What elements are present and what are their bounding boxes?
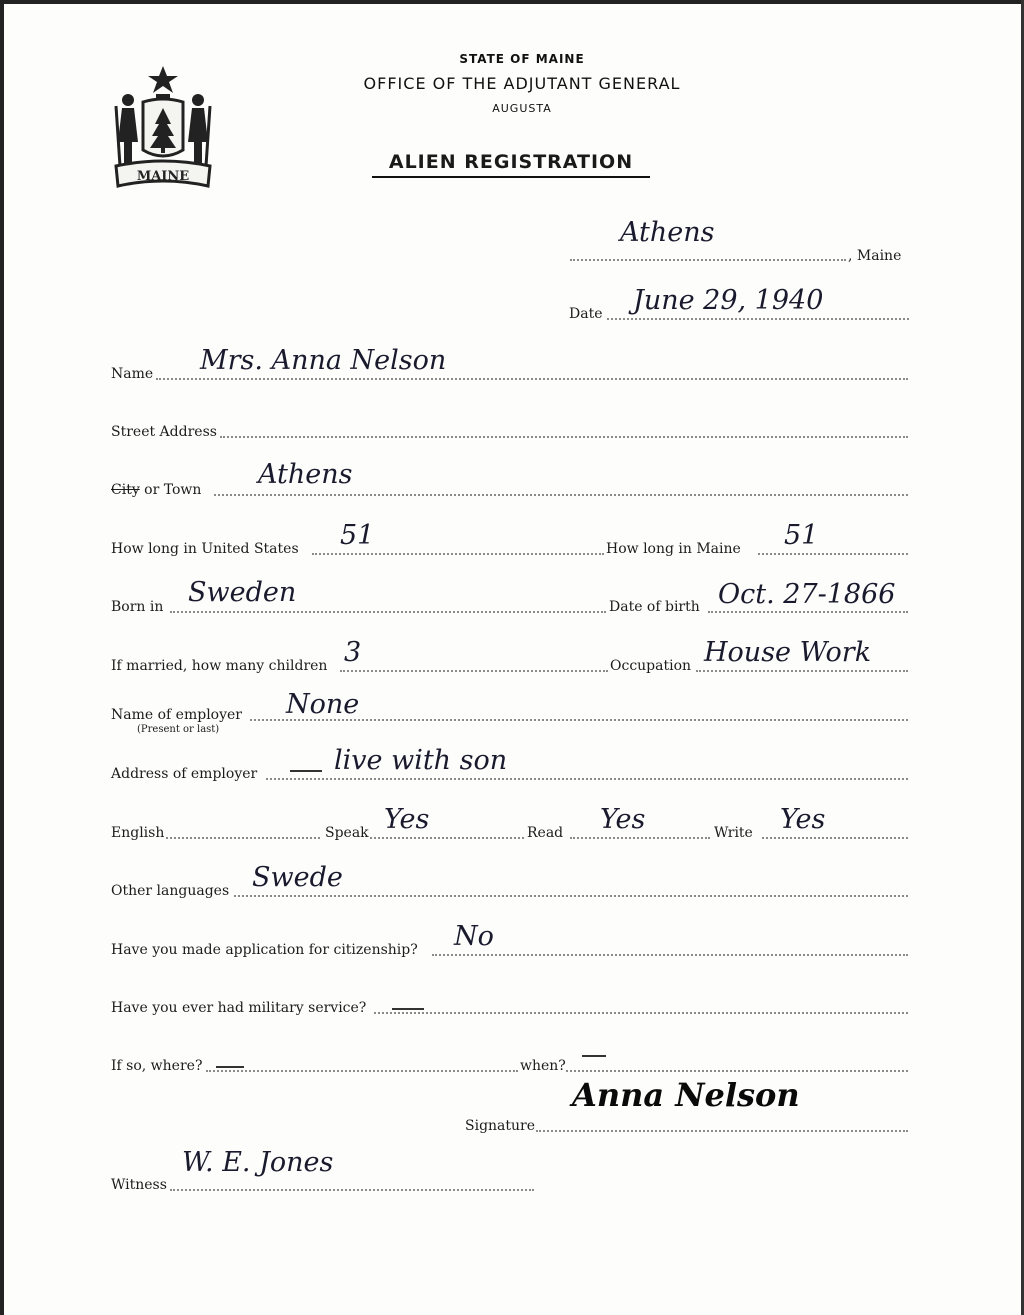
how-long-us-value: 51 (340, 520, 375, 551)
city-or-town-label (111, 482, 201, 498)
citizenship-label: Have you made application for citizenship? (111, 942, 418, 958)
english-field-line (166, 837, 320, 839)
speak-label: Speak (325, 825, 369, 841)
header-city: AUGUSTA (492, 102, 552, 115)
speak-field-line (370, 837, 524, 839)
street-address-field-line (220, 436, 908, 438)
seal-ribbon-text: MAINE (136, 169, 190, 184)
speak-value: Yes (384, 804, 430, 835)
witness-value: W. E. Jones (182, 1147, 334, 1178)
born-in-value: Sweden (188, 577, 297, 608)
other-languages-label: Other languages (111, 883, 230, 899)
write-field-line (762, 837, 908, 839)
born-in-field-line (170, 611, 606, 613)
occupation-value: House Work (704, 637, 872, 668)
english-label: English (111, 825, 165, 841)
name-value: Mrs. Anna Nelson (200, 345, 447, 376)
born-in-label: Born in (111, 599, 164, 615)
date-label: Date (569, 306, 603, 322)
name-label: Name (111, 366, 154, 382)
signature-field-line (536, 1130, 908, 1132)
how-long-maine-label: How long in Maine (606, 541, 741, 557)
write-value: Yes (780, 804, 826, 835)
witness-field-line (170, 1189, 534, 1191)
other-languages-value: Swede (252, 862, 343, 893)
read-value: Yes (600, 804, 646, 835)
town-value: Athens (620, 217, 715, 248)
write-label: Write (714, 825, 753, 841)
employer-name-value: None (286, 689, 360, 720)
street-address-label: Street Address (111, 424, 217, 440)
when-field-line (566, 1070, 908, 1072)
employer-address-dash (290, 770, 322, 772)
signature-value: Anna Nelson (572, 1076, 800, 1114)
scan-edge-left (0, 0, 4, 1315)
date-of-birth-field-line (708, 611, 908, 613)
citizenship-field-line (432, 954, 908, 956)
town-suffix: , Maine (848, 248, 902, 264)
witness-label: Witness (111, 1177, 167, 1193)
employer-address-label: Address of employer (111, 766, 258, 782)
where-field-line (206, 1070, 518, 1072)
date-field-line (607, 318, 909, 320)
header-state: STATE OF MAINE (459, 52, 585, 66)
employer-address-field-line (266, 778, 908, 780)
signature-label: Signature (465, 1118, 536, 1134)
citizenship-value: No (454, 921, 494, 952)
header-office: OFFICE OF THE ADJUTANT GENERAL (363, 74, 681, 93)
name-field-line (156, 378, 908, 380)
where-dash (216, 1066, 244, 1068)
military-field-line (374, 1012, 908, 1014)
city-struck-text: City (111, 482, 140, 498)
how-long-us-field-line (312, 553, 604, 555)
employer-name-label: Name of employer (111, 707, 242, 723)
when-label: when? (520, 1058, 566, 1074)
children-value: 3 (344, 637, 362, 668)
date-of-birth-label: Date of birth (609, 599, 700, 615)
when-dash (582, 1055, 606, 1057)
town-field-line (570, 259, 846, 261)
date-of-birth-value: Oct. 27-1866 (718, 579, 896, 610)
employer-name-sublabel: (Present or last) (137, 724, 220, 735)
employer-address-value: live with son (334, 745, 508, 776)
military-dash (392, 1008, 424, 1010)
where-label: If so, where? (111, 1058, 203, 1074)
children-label: If married, how many children (111, 658, 328, 674)
other-languages-field-line (234, 895, 908, 897)
form-title: ALIEN REGISTRATION (372, 151, 650, 178)
date-value: June 29, 1940 (633, 285, 824, 316)
city-or-town-field-line (214, 494, 908, 496)
read-field-line (570, 837, 710, 839)
military-label: Have you ever had military service? (111, 1000, 367, 1016)
or-town-text: or Town (139, 482, 202, 498)
occupation-field-line (696, 670, 908, 672)
how-long-us-label: How long in United States (111, 541, 299, 557)
scan-edge-top (0, 0, 1024, 4)
read-label: Read (527, 825, 564, 841)
occupation-label: Occupation (610, 658, 692, 674)
city-or-town-value: Athens (258, 459, 353, 490)
children-field-line (340, 670, 608, 672)
how-long-maine-value: 51 (784, 520, 819, 551)
how-long-maine-field-line (758, 553, 908, 555)
